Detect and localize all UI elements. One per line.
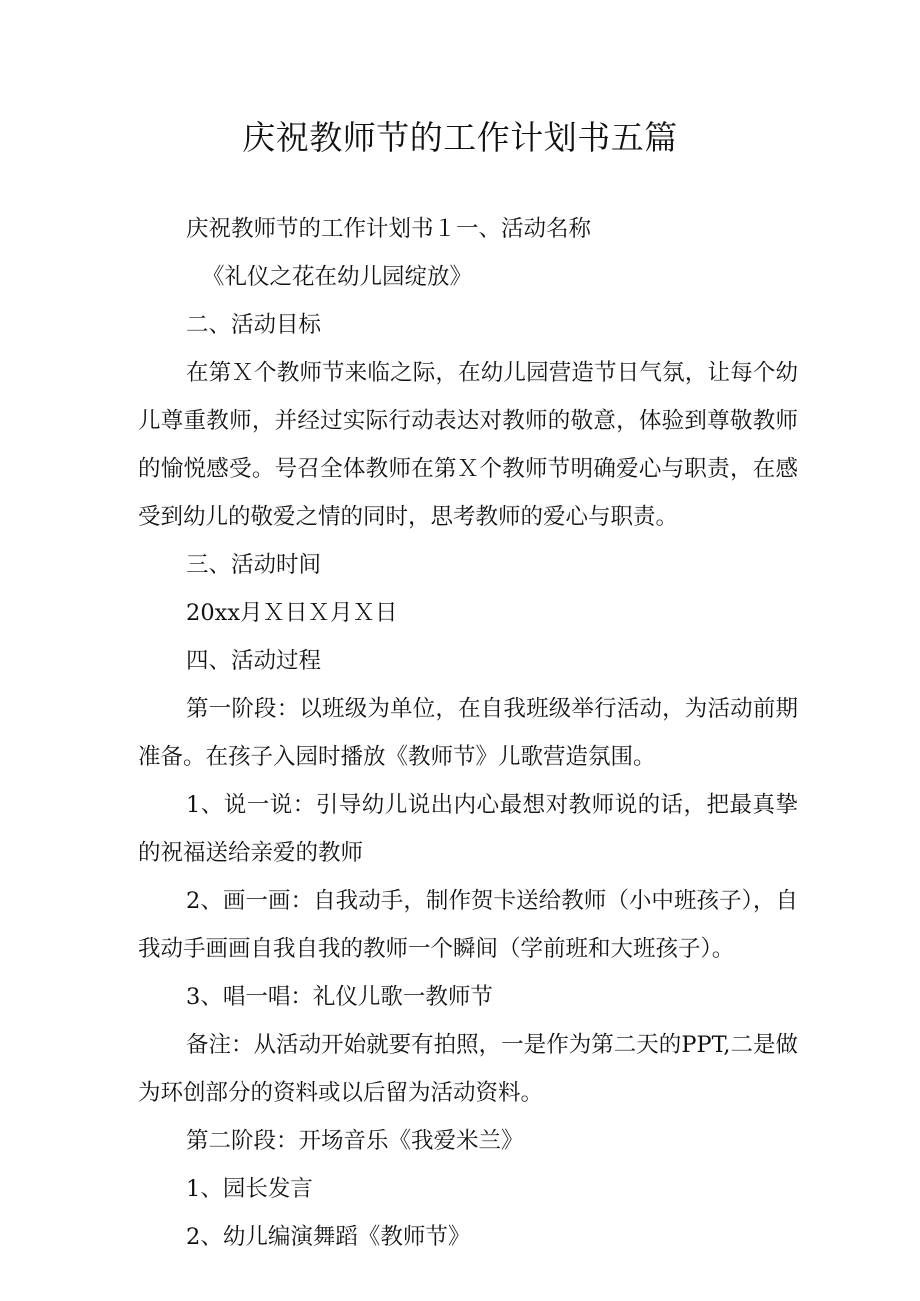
paragraph-stage-one: 第一阶段：以班级为单位，在自我班级举行活动，为活动前期准备。在孩子入园时播放《教师节》儿歌营造氛围。 [138,696,798,770]
document-body [138,205,798,1261]
paragraph-heading-process: 四、活动过程 [186,648,322,674]
paragraph-stage-two: 第二阶段：开场音乐《我爱米兰》 [186,1128,524,1154]
paragraph-heading-plan-1: 庆祝教师节的工作计划书１一、活动名称 [186,216,592,242]
paragraph-activity-name: 《礼仪之花在幼儿园绽放》 [202,264,473,290]
paragraph-goals-text: 在第Ｘ个教师节来临之际，在幼儿园营造节日气氛，让每个幼儿尊重教师，并经过实际行动表达对教师的敬意，体验到尊敬教师的愉悦感受。号召全体教师在第Ｘ个教师节明确爱心与职责，在感受到幼儿的敬爱之情的同时，思考教师的爱心与职责。 [138,360,798,530]
paragraph-say: 1、说一说：引导幼儿说出内心最想对教师说的话，把最真挚的祝福送给亲爱的教师 [138,792,798,866]
paragraph-sing: 3、唱一唱：礼仪儿歌一教师节 [186,984,493,1010]
paragraph-heading-goals: 二、活动目标 [186,312,322,338]
paragraph-note: 备注：从活动开始就要有拍照，一是作为第二天的PPT,二是做为环创部分的资料或以后留为活动资料。 [138,1032,798,1106]
paragraph-heading-time: 三、活动时间 [186,552,322,578]
paragraph-draw: 2、画一画：自我动手，制作贺卡送给教师（小中班孩子），自我动手画画自我自我的教师一个瞬间（学前班和大班孩子）。 [138,888,798,962]
paragraph-director-speech: 1、园长发言 [186,1176,313,1202]
paragraph-time-text: 20xx月Ｘ日Ｘ月Ｘ日 [186,600,398,626]
document-title: 庆祝教师节的工作计划书五篇 [242,118,678,157]
paragraph-dance: 2、幼儿编演舞蹈《教师节》 [186,1224,471,1250]
